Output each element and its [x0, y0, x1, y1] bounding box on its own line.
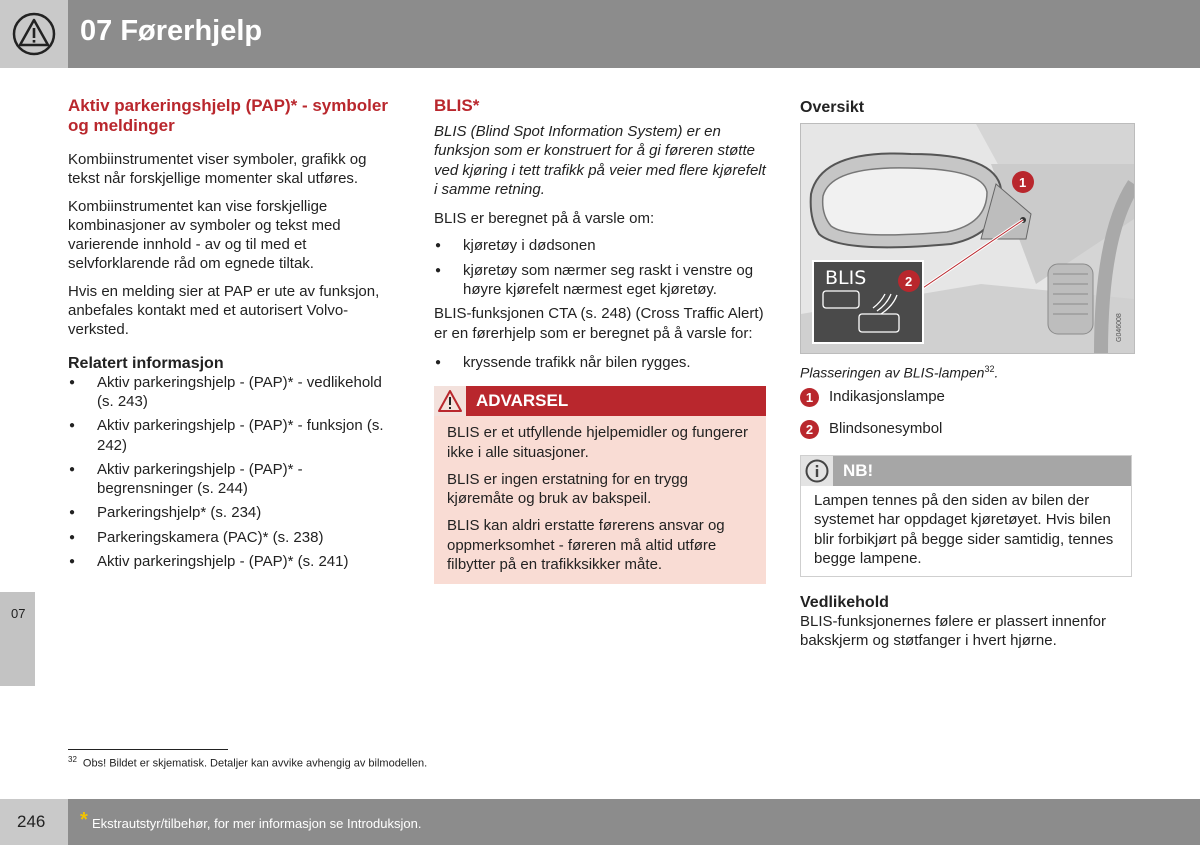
blis-intro: BLIS (Blind Spot Information System) er en funksjon som er konstruert for å gi føreren støtte ved kjøring i tett trafikk på veier med flere kjørefelt i samme retning. [434, 123, 766, 198]
pap-paragraph-2: Kombiinstrumentet kan vise forskjellige kombinasjoner av symboler og tekst med varierende innhold - av og til med et selvforklarende råd om egnede tiltak. [68, 197, 341, 273]
related-link[interactable]: ● Parkeringshjelp* (s. 234) [68, 503, 398, 522]
note-header [801, 456, 1131, 486]
blis-illustration [800, 123, 1135, 354]
star-icon: * [80, 809, 88, 831]
note-body: Lampen tennes på den siden av bilen der systemet har oppdaget kjøretøyet. Hvis bilen blir forbikjørt på begge sider samtidig, tennes begge lampene. [814, 491, 1114, 567]
caption-footnote-ref: 32 [984, 364, 995, 374]
related-link[interactable]: ● Aktiv parkeringshjelp - (PAP)* - funksjon (s. 242) [68, 416, 398, 455]
list-item: ● kjøretøy som nærmer seg raskt i venstre og høyre kjørefelt nærmest eget kjøretøy. [434, 261, 766, 300]
marker-1: 1 [1019, 175, 1027, 190]
footer-page-box [0, 799, 68, 845]
warning-title: ADVARSEL [476, 391, 569, 411]
warning-paragraph: BLIS er ingen erstatning for en trygg kjøremåte og bruk av bakspeil. [447, 470, 688, 508]
footer-note: Ekstrautstyr/tilbehør, for mer informasjon se Introduksjon. [92, 816, 422, 831]
chapter-title: 07 Førerhjelp [80, 15, 263, 47]
page-number: 246 [17, 812, 46, 831]
footer-bar [68, 799, 1200, 845]
warning-box [434, 386, 766, 584]
pap-paragraph-3: Hvis en melding sier at PAP er ute av funksjon, anbefales kontakt med et autorisert Volvo-verksted. [68, 282, 380, 339]
column-overview [800, 96, 1132, 659]
legend-label: Blindsonesymbol [829, 419, 943, 437]
note-icon-box [801, 456, 833, 486]
page-header [0, 0, 1200, 68]
figure-caption [800, 360, 1132, 383]
mirror-illustration [801, 124, 1134, 353]
blis-paragraph-2: BLIS-funksjonen CTA (s. 248) (Cross Traffic Alert) er en førerhjelp som er beregnet på å varsle for: [434, 305, 764, 342]
footnote [68, 755, 427, 770]
warning-paragraph: BLIS kan aldri erstatte førerens ansvar og oppmerksomhet - føreren må altid utføre filbytter på en trafikksikker måte. [447, 517, 725, 574]
legend-number: 2 [800, 420, 819, 439]
info-icon [805, 459, 829, 483]
column-blis [434, 96, 766, 584]
blis-inset-label: BLIS [825, 267, 867, 289]
header-icon-box [0, 0, 68, 68]
related-link[interactable]: ● Aktiv parkeringshjelp - (PAP)* - begrensninger (s. 244) [68, 460, 398, 499]
warning-body [434, 416, 766, 584]
figure-code: G046008 [1116, 313, 1123, 342]
legend-label: Indikasjonslampe [829, 387, 945, 405]
side-tab-label: 07 [11, 606, 26, 621]
warning-icon-box [434, 386, 466, 416]
list-item: ● kryssende trafikk når bilen rygges. [434, 353, 766, 372]
legend-item [800, 419, 1132, 441]
column-pap [68, 96, 398, 576]
marker-2: 2 [905, 274, 913, 289]
note-title: NB! [843, 460, 874, 480]
warning-paragraph: BLIS er et utfyllende hjelpemidler og fungerer ikke i alle situasjoner. [447, 424, 749, 461]
list-item: ● kjøretøy i dødsonen [434, 236, 766, 255]
footnote-text: Obs! Bildet er skjematisk. Detaljer kan avvike avhengig av bilmodellen. [82, 757, 428, 770]
warning-header [434, 386, 766, 416]
caption-end: . [994, 364, 999, 381]
related-info-list [68, 373, 398, 572]
legend-item [800, 387, 1132, 409]
caption-text: Plasseringen av BLIS-lampen [800, 364, 985, 381]
footnote-number: 32 [68, 755, 77, 764]
blis-warn-list [434, 236, 766, 299]
related-link[interactable]: ● Parkeringskamera (PAC)* (s. 238) [68, 528, 398, 547]
blis-heading: BLIS* [434, 96, 480, 115]
related-link[interactable]: ● Aktiv parkeringshjelp - (PAP)* - vedlikehold (s. 243) [68, 373, 398, 412]
warning-triangle-icon [12, 12, 56, 56]
maintenance-text: BLIS-funksjonernes følere er plassert innenfor bakskjerm og støtfanger i hvert hjørne. [800, 613, 1106, 650]
chapter-side-tab [0, 592, 35, 686]
note-box [800, 455, 1132, 577]
legend-number: 1 [800, 388, 819, 407]
pap-paragraph-1: Kombiinstrumentet viser symboler, grafikk og tekst når forskjellige momenter skal utføres. [68, 151, 367, 188]
maintenance-heading: Vedlikehold [800, 594, 889, 612]
page-footer [0, 799, 1200, 845]
related-link[interactable]: ● Aktiv parkeringshjelp - (PAP)* (s. 241) [68, 552, 398, 571]
warning-triangle-icon [437, 389, 463, 413]
overview-heading: Oversikt [800, 99, 865, 116]
blis-paragraph-1: BLIS er beregnet på å varsle om: [434, 210, 655, 228]
cta-list [434, 353, 766, 372]
pap-heading: Aktiv parkeringshjelp (PAP)* - symboler og meldinger [68, 96, 388, 135]
footnote-divider [68, 749, 228, 750]
related-info-heading: Relatert informasjon [68, 354, 224, 372]
